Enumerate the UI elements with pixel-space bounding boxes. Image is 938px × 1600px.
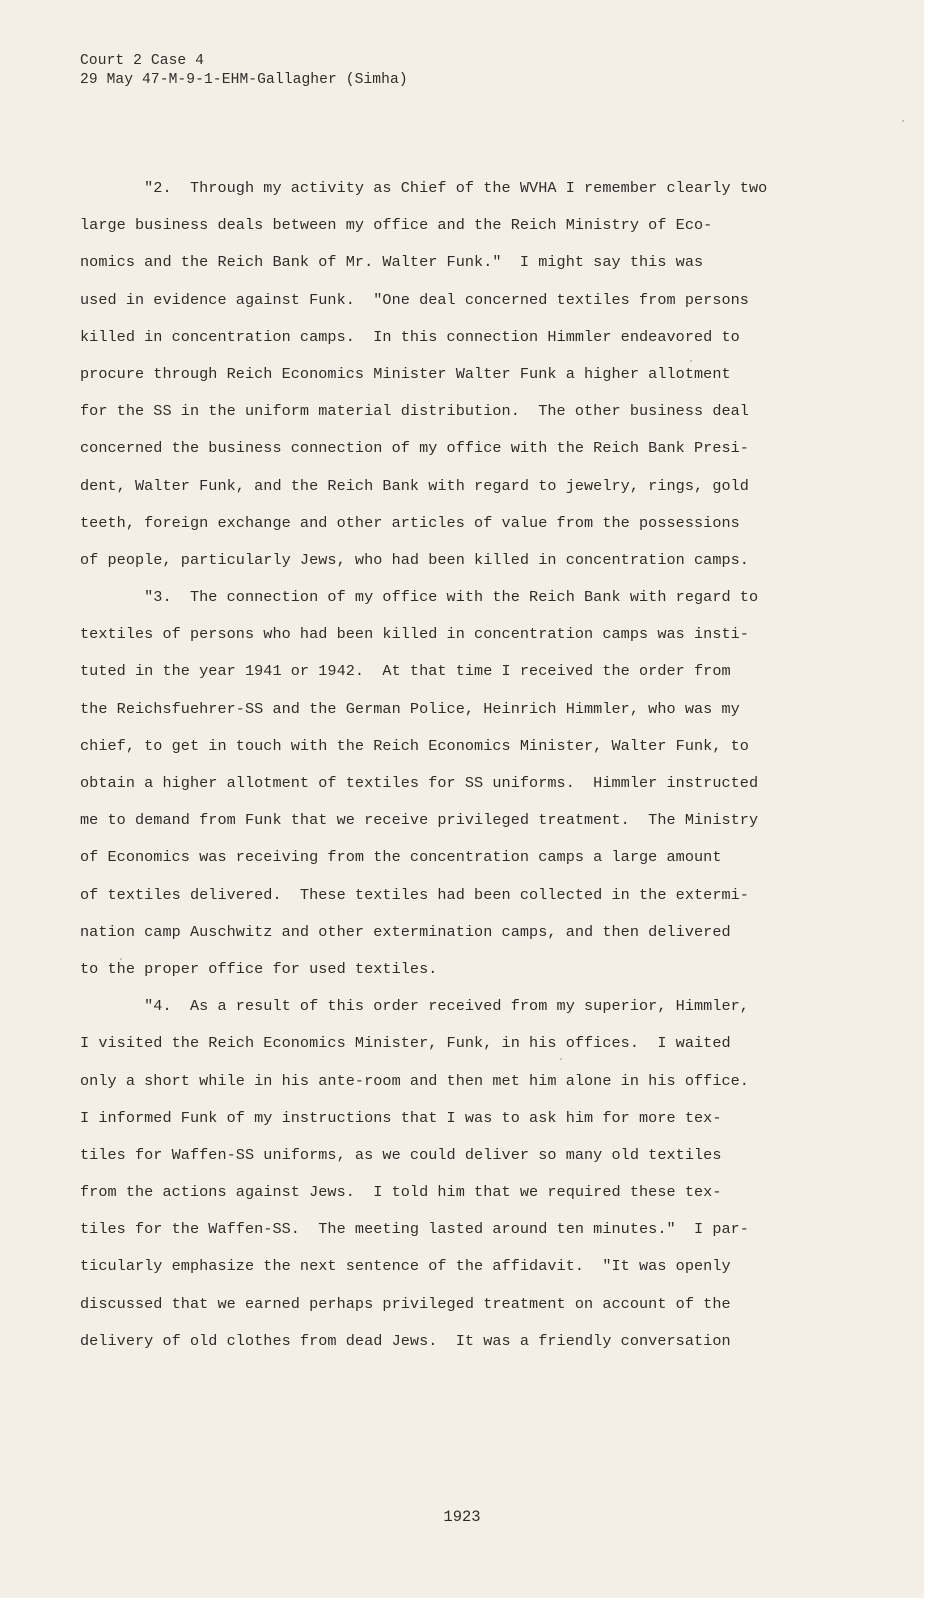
text-line: dent, Walter Funk, and the Reich Bank with regard to jewelry, rings, gold bbox=[80, 476, 749, 495]
text-line: delivery of old clothes from dead Jews. It was a friendly conversation bbox=[80, 1331, 731, 1350]
document-header bbox=[80, 52, 408, 90]
paper-speck bbox=[902, 120, 904, 122]
text-line: procure through Reich Economics Minister Walter Funk a higher allotment bbox=[80, 364, 731, 383]
text-line: concerned the business connection of my office with the Reich Bank Presi- bbox=[80, 439, 749, 458]
text-line: only a short while in his ante-room and then met him alone in his office. bbox=[80, 1071, 749, 1090]
text-line: "2. Through my activity as Chief of the WVHA I remember clearly two bbox=[80, 179, 768, 197]
text-line: obtain a higher allotment of textiles for SS uniforms. Himmler instructed bbox=[80, 774, 759, 792]
text-line: for the SS in the uniform material distribution. The other business deal bbox=[80, 402, 749, 421]
text-line: tuted in the year 1941 or 1942. At that time I received the order from bbox=[80, 662, 731, 681]
text-line: ticularly emphasize the next sentence of the affidavit. "It was openly bbox=[80, 1257, 731, 1276]
text-line: of Economics was receiving from the concentration camps a large amount bbox=[80, 848, 722, 867]
text-line: to the proper office for used textiles. bbox=[80, 959, 438, 978]
paper-speck bbox=[560, 1058, 562, 1060]
text-line: textiles of persons who had been killed in concentration camps was insti- bbox=[80, 625, 749, 644]
text-line: I informed Funk of my instructions that I was to ask him for more tex- bbox=[80, 1108, 722, 1127]
text-line: of people, particularly Jews, who had been killed in concentration camps. bbox=[80, 550, 749, 569]
text-line: used in evidence against Funk. "One deal concerned textiles from persons bbox=[80, 290, 749, 309]
text-line: "4. As a result of this order received from my superior, Himmler, bbox=[80, 997, 749, 1016]
text-line: nomics and the Reich Bank of Mr. Walter Funk." I might say this was bbox=[80, 253, 704, 272]
text-line: the Reichsfuehrer-SS and the German Police, Heinrich Himmler, who was my bbox=[80, 699, 740, 718]
transcript-body bbox=[80, 170, 870, 1360]
text-line: large business deals between my office and the Reich Ministry of Eco- bbox=[80, 216, 713, 235]
text-line: tiles for Waffen-SS uniforms, as we could deliver so many old textiles bbox=[80, 1145, 722, 1164]
text-line: discussed that we earned perhaps privileged treatment on account of the bbox=[80, 1294, 731, 1313]
court-case-line: Court 2 Case 4 bbox=[80, 53, 205, 69]
text-line: I visited the Reich Economics Minister, Funk, in his offices. I waited bbox=[80, 1034, 731, 1053]
text-line: of textiles delivered. These textiles had been collected in the extermi- bbox=[80, 885, 749, 904]
paper-speck bbox=[690, 360, 692, 362]
page-number: 1923 bbox=[443, 1508, 481, 1526]
paper-speck bbox=[120, 958, 122, 960]
text-line: "3. The connection of my office with the Reich Bank with regard to bbox=[80, 588, 759, 607]
text-line: teeth, foreign exchange and other articles of value from the possessions bbox=[80, 513, 740, 532]
text-line: killed in concentration camps. In this connection Himmler endeavored to bbox=[80, 327, 740, 346]
text-line: nation camp Auschwitz and other extermination camps, and then delivered bbox=[80, 922, 731, 941]
text-line: chief, to get in touch with the Reich Economics Minister, Walter Funk, to bbox=[80, 736, 749, 755]
session-reference-line: 29 May 47-M-9-1-EHM-Gallagher (Simha) bbox=[80, 72, 408, 88]
text-line: me to demand from Funk that we receive privileged treatment. The Ministry bbox=[80, 811, 759, 830]
text-line: tiles for the Waffen-SS. The meeting lasted around ten minutes." I par- bbox=[80, 1220, 749, 1239]
text-line: from the actions against Jews. I told him that we required these tex- bbox=[80, 1183, 722, 1202]
